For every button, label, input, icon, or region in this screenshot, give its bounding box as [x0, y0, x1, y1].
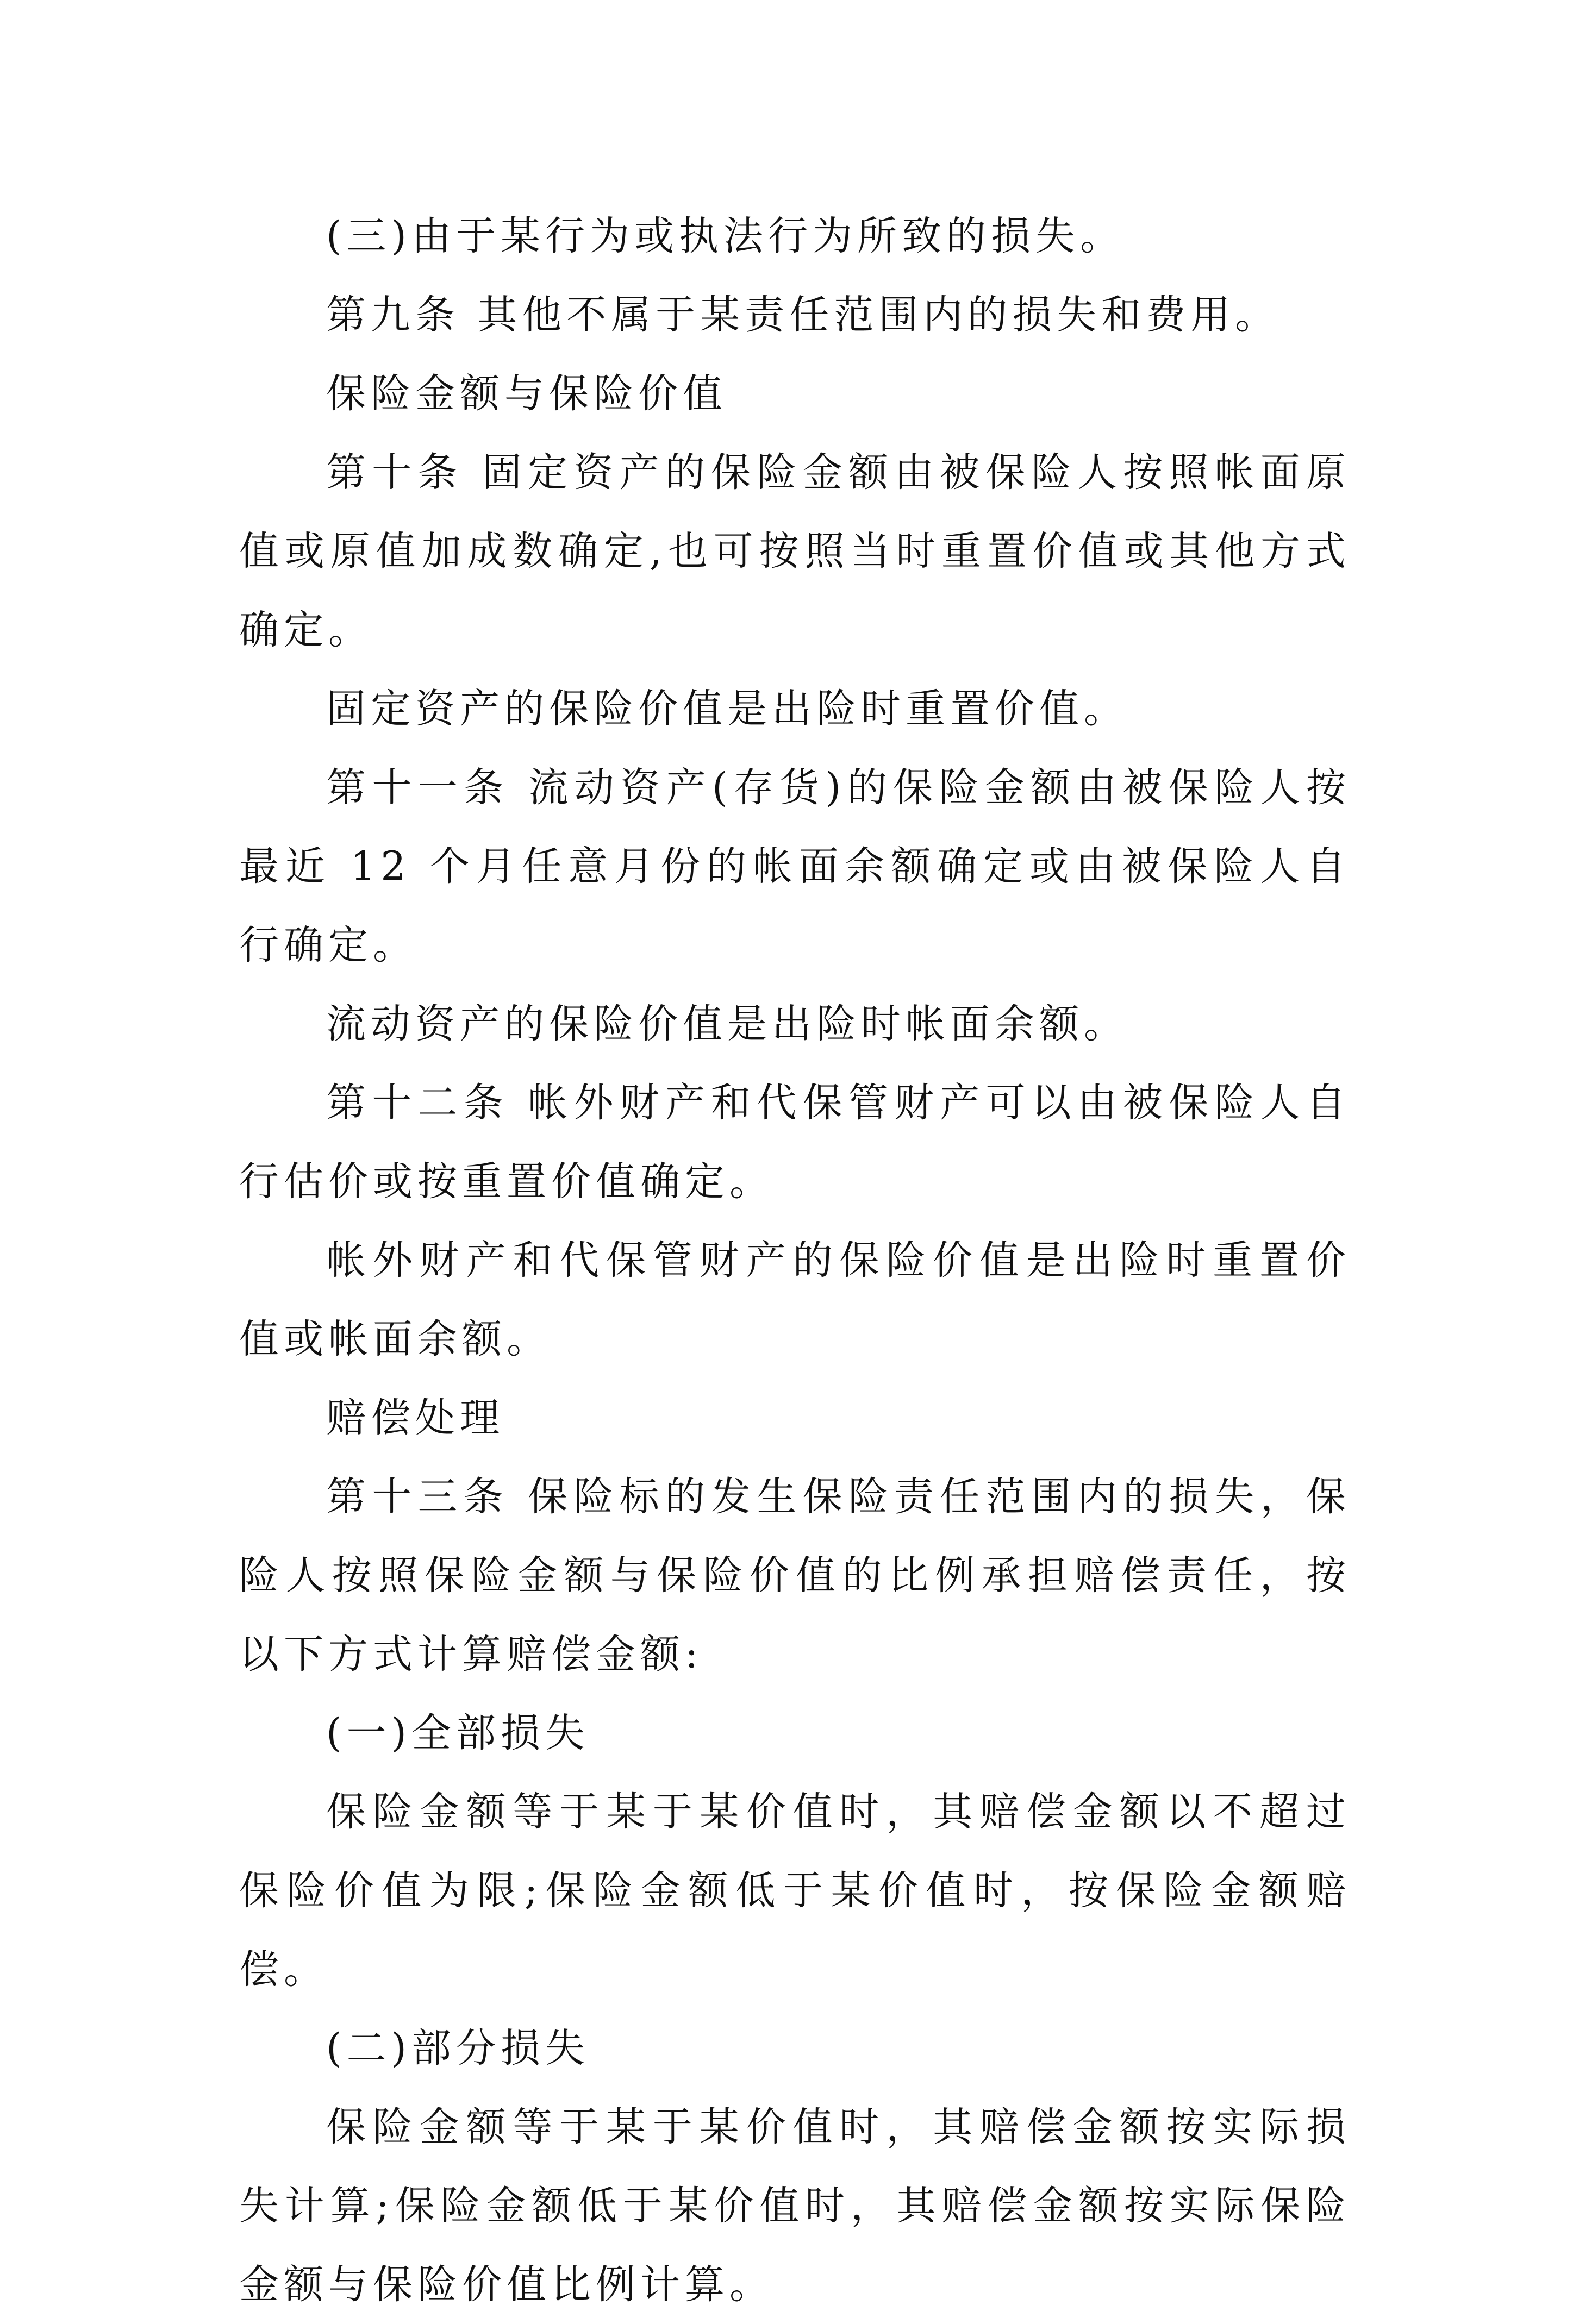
paragraph-fixed-asset-value: 固定资产的保险价值是出险时重置价值。	[326, 686, 1128, 732]
section-heading-compensation: 赔偿处理	[326, 1395, 504, 1441]
section-heading-insured-amount: 保险金额与保险价值	[326, 371, 727, 417]
paragraph-partial-loss-rule: 保险金额等于某于某价值时，其赔偿金额按实际损失计算;保险金额低于某价值时，其赔偿金额按实际保险金额与保险价值比例计算。	[239, 2104, 1351, 2308]
paragraph-article-13: 第十三条 保险标的发生保险责任范围内的损失，保险人按照保险金额与保险价值的比例承担赔偿责任，按以下方式计算赔偿金额:	[239, 1474, 1351, 1677]
paragraph-article-9: 第九条 其他不属于某责任范围内的损失和费用。	[326, 292, 1280, 338]
paragraph-total-loss-rule: 保险金额等于某于某价值时，其赔偿金额以不超过保险价值为限;保险金额低于某价值时，按保险金额赔偿。	[239, 1789, 1351, 1993]
paragraph-article-11: 第十一条 流动资产(存货)的保险金额由被保险人按最近 12 个月任意月份的帐面余额确定或由被保险人自行确定。	[239, 765, 1351, 968]
paragraph-article-12: 第十二条 帐外财产和代保管财产可以由被保险人自行估价或按重置价值确定。	[239, 1080, 1351, 1205]
paragraph-partial-loss-heading: (二)部分损失	[326, 2025, 590, 2071]
document-body	[239, 197, 1351, 2324]
paragraph-current-asset-value: 流动资产的保险价值是出险时帐面余额。	[326, 1001, 1128, 1047]
paragraph-item-3-loss: (三)由于某行为或执法行为所致的损失。	[326, 213, 1125, 259]
paragraph-article-10: 第十条 固定资产的保险金额由被保险人按照帐面原值或原值加成数确定,也可按照当时重置价值或其他方式确定。	[239, 449, 1351, 653]
paragraph-total-loss-heading: (一)全部损失	[326, 1710, 590, 1756]
paragraph-off-book-value: 帐外财产和代保管财产的保险价值是出险时重置价值或帐面余额。	[239, 1237, 1351, 1362]
